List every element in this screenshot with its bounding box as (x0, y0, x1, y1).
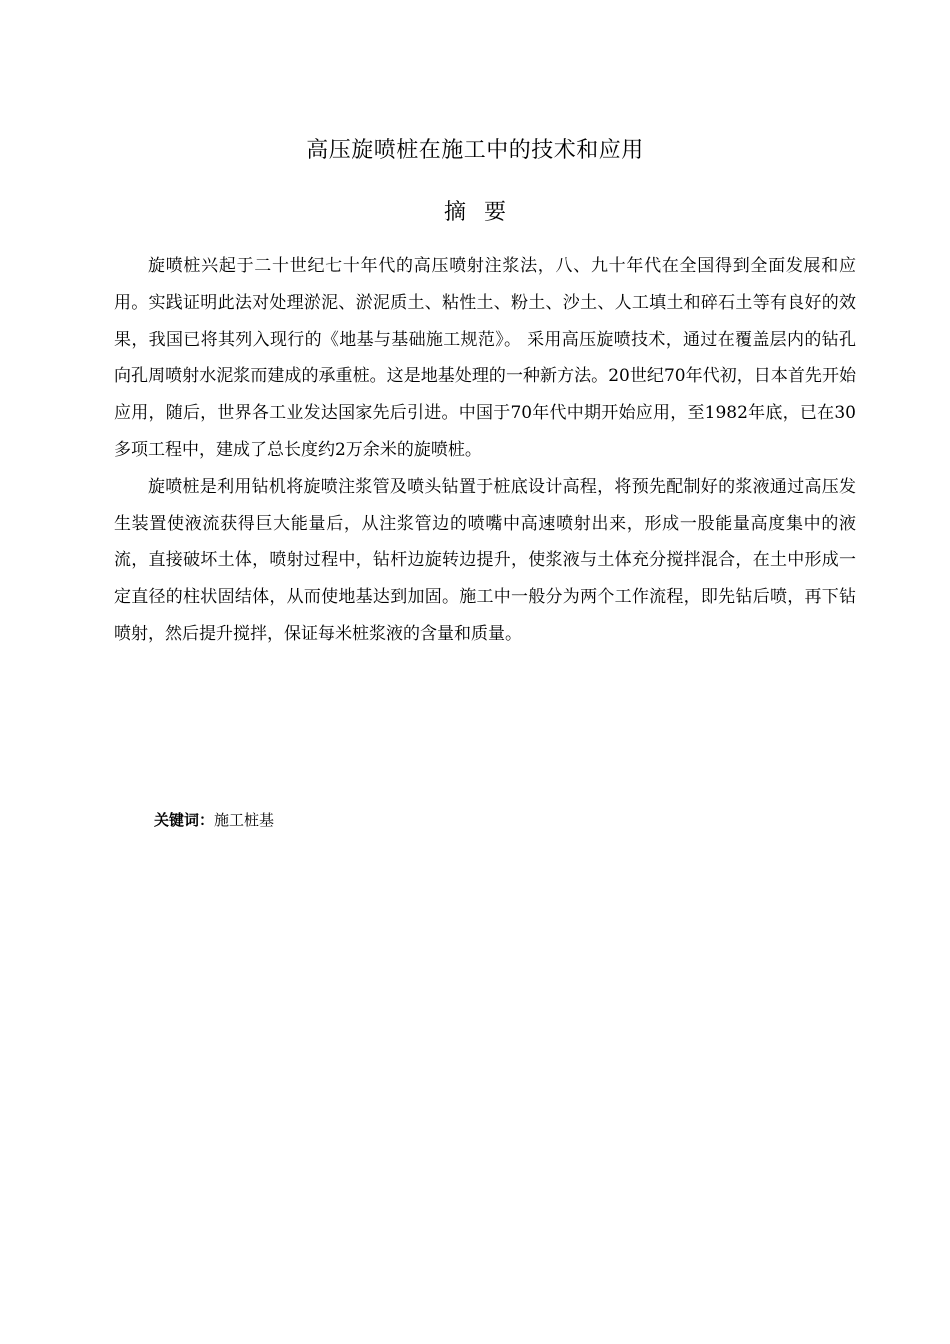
abstract-paragraph-2: 旋喷桩是利用钻机将旋喷注浆管及喷头钻置于桩底设计高程，将预先配制好的浆液通过高压发生装置使液流获得巨大能量后，从注浆管边的喷嘴中高速喷射出来，形成一股能量高度集中的液流，直接破坏土体，喷射过程中，钻杆边旋转边提升，使浆液与土体充分搅拌混合，在土中形成一定直径的柱状固结体，从而使地基达到加固。施工中一般分为两个工作流程，即先钻后喷，再下钻喷射，然后提升搅拌，保证每米桩浆液的含量和质量。 (114, 476, 856, 644)
keywords-line (154, 808, 274, 832)
abstract-body (114, 248, 856, 653)
keywords-label: 关键词： (154, 811, 215, 829)
abstract-paragraph-1: 旋喷桩兴起于二十世纪七十年代的高压喷射注浆法，八、九十年代在全国得到全面发展和应用。实践证明此法对处理淤泥、淤泥质土、粘性土、粉土、沙土、人工填土和碎石土等有良好的效果，我国已将其列入现行的《地基与基础施工规范》。 采用高压旋喷技术，通过在覆盖层内的钻孔向孔周喷射水泥浆而建成的承重桩。这是地基处理的一种新方法。20世纪70年代初，日本首先开始应用，随后，世界各工业发达国家先后引进。中国于70年代中期开始应用，至1982年底，已在30多项工程中，建成了总长度约2万余米的旋喷桩。 (114, 256, 856, 460)
abstract-heading: 摘要 (443, 200, 524, 225)
keywords-value: 施工桩基 (214, 811, 275, 829)
document-title: 高压旋喷桩在施工中的技术和应用 (306, 138, 644, 163)
